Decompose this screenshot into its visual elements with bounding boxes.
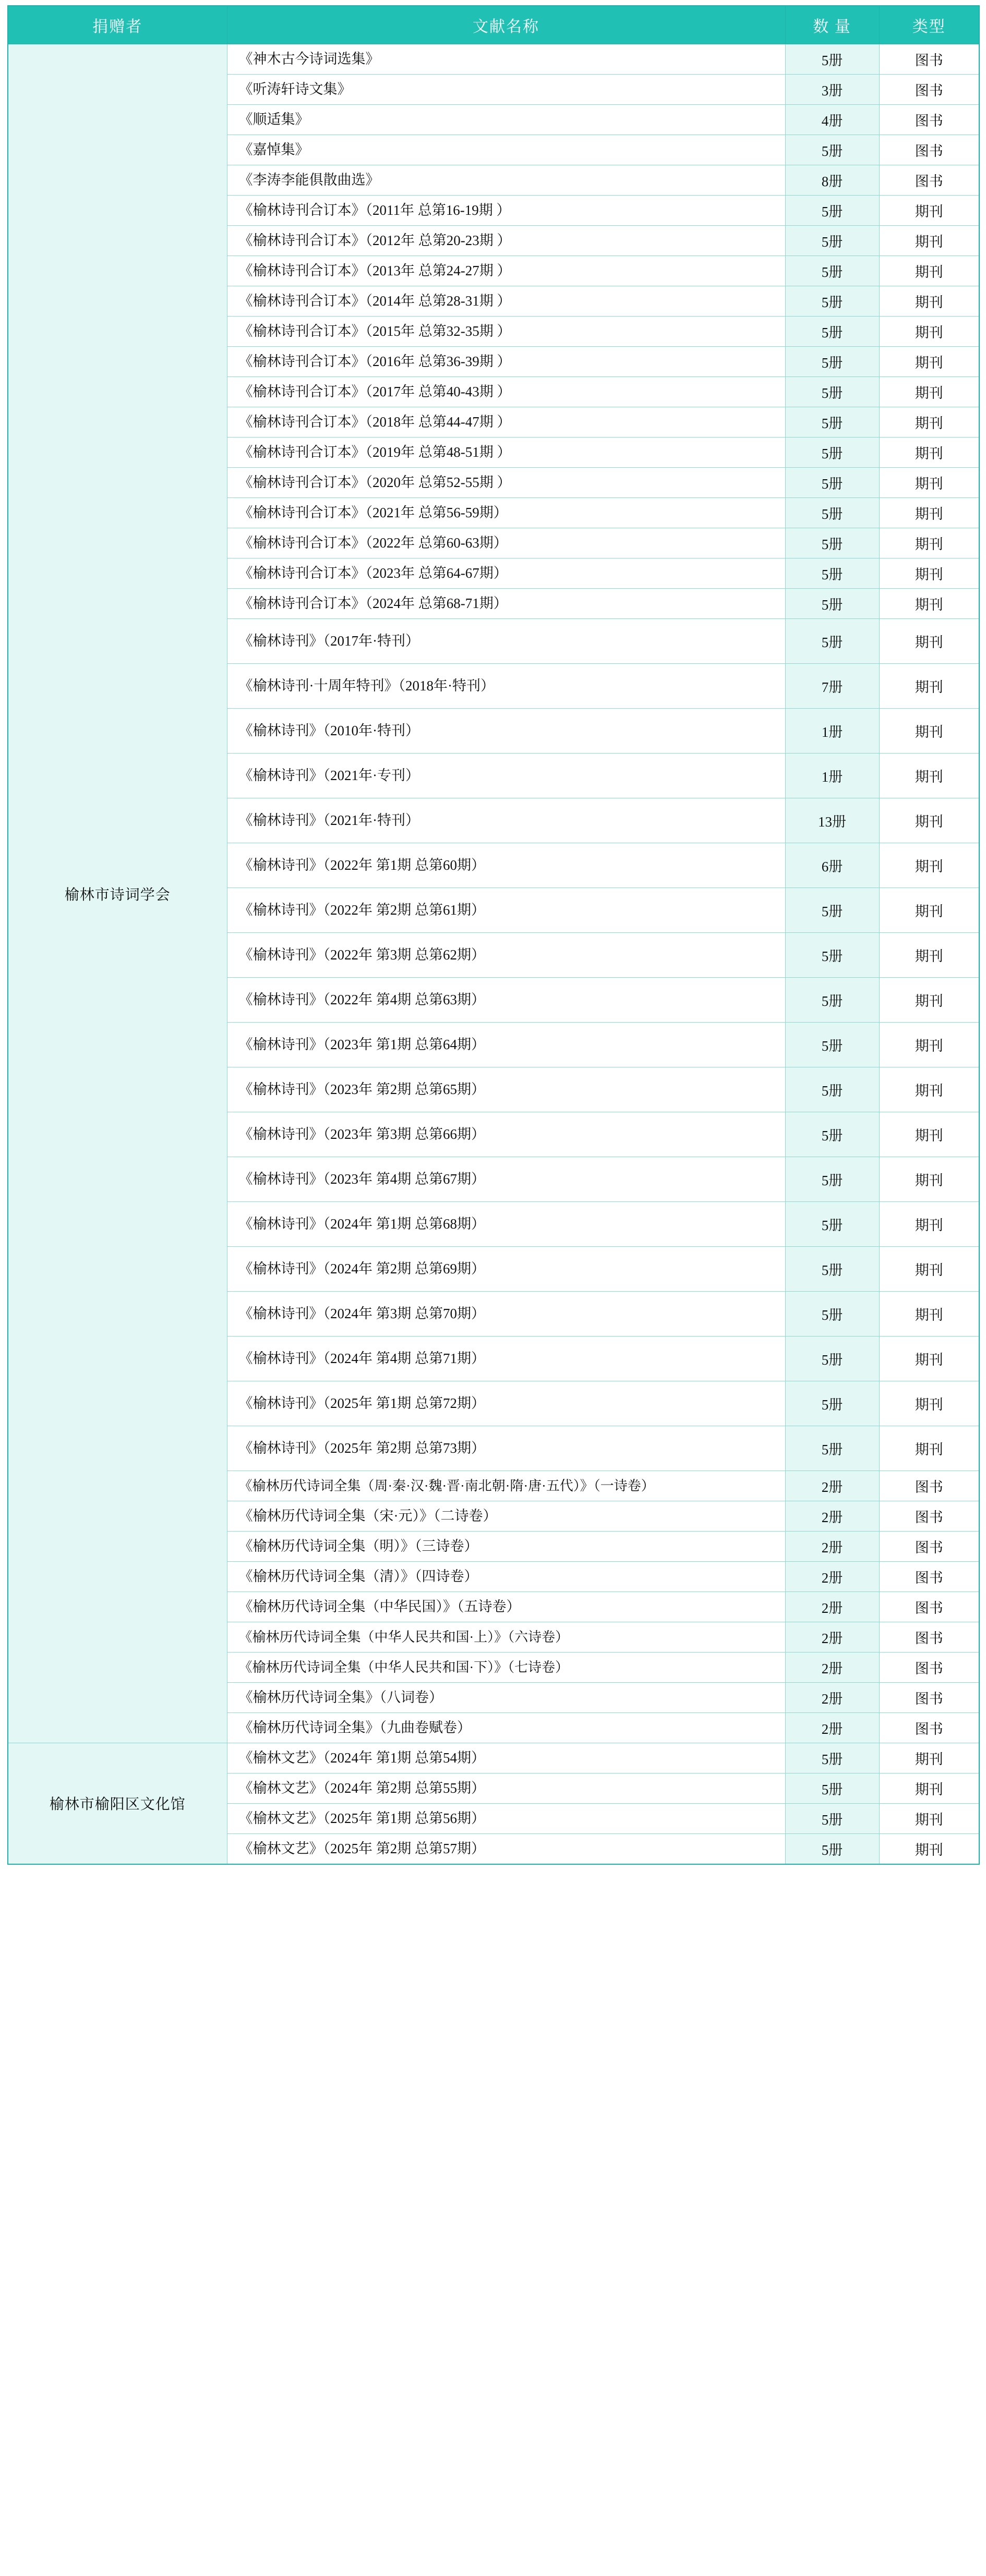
quantity-cell: 5册 [785, 1336, 879, 1381]
document-title-cell: 《嘉悼集》 [227, 135, 785, 165]
donation-table [7, 5, 980, 1865]
type-cell: 图书 [879, 1501, 979, 1532]
header-row [8, 6, 979, 44]
document-title-cell: 《李涛李能俱散曲选》 [227, 165, 785, 196]
document-title-cell: 《榆林文艺》（2025年 第2期 总第57期） [227, 1834, 785, 1864]
type-cell: 图书 [879, 1652, 979, 1683]
quantity-cell: 5册 [785, 589, 879, 619]
type-cell: 期刊 [879, 754, 979, 798]
table-row [8, 1743, 979, 1773]
document-title-cell: 《榆林诗刊》（2021年·专刊） [227, 754, 785, 798]
type-cell: 期刊 [879, 498, 979, 528]
quantity-cell: 5册 [785, 1804, 879, 1834]
quantity-cell: 5册 [785, 317, 879, 347]
document-title-cell: 《榆林诗刊合订本》（2011年 总第16-19期 ） [227, 196, 785, 226]
type-cell: 期刊 [879, 664, 979, 709]
quantity-cell: 2册 [785, 1471, 879, 1501]
quantity-cell: 2册 [785, 1562, 879, 1592]
quantity-cell: 5册 [785, 1292, 879, 1336]
header-title: 文献名称 [227, 6, 785, 44]
document-title-cell: 《榆林诗刊合订本》（2016年 总第36-39期 ） [227, 347, 785, 377]
type-cell: 期刊 [879, 589, 979, 619]
type-cell: 期刊 [879, 317, 979, 347]
header-type: 类型 [879, 6, 979, 44]
document-title-cell: 《榆林诗刊》（2023年 第3期 总第66期） [227, 1112, 785, 1157]
type-cell: 期刊 [879, 1773, 979, 1804]
type-cell: 图书 [879, 135, 979, 165]
quantity-cell: 5册 [785, 1202, 879, 1247]
document-title-cell: 《榆林诗刊》（2017年·特刊） [227, 619, 785, 664]
quantity-cell: 5册 [785, 1067, 879, 1112]
quantity-cell: 5册 [785, 407, 879, 438]
document-title-cell: 《听涛轩诗文集》 [227, 75, 785, 105]
quantity-cell: 5册 [785, 196, 879, 226]
type-cell: 图书 [879, 1713, 979, 1743]
type-cell: 期刊 [879, 1834, 979, 1864]
quantity-cell: 5册 [785, 438, 879, 468]
document-title-cell: 《榆林诗刊合订本》（2023年 总第64-67期） [227, 558, 785, 589]
document-title-cell: 《榆林历代诗词全集》（八词卷） [227, 1683, 785, 1713]
quantity-cell: 5册 [785, 1157, 879, 1202]
document-title-cell: 《榆林历代诗词全集（宋·元）》（二诗卷） [227, 1501, 785, 1532]
type-cell: 图书 [879, 1471, 979, 1501]
quantity-cell: 5册 [785, 1023, 879, 1067]
document-title-cell: 《榆林诗刊合订本》（2019年 总第48-51期 ） [227, 438, 785, 468]
quantity-cell: 5册 [785, 933, 879, 978]
quantity-cell: 5册 [785, 888, 879, 933]
type-cell: 图书 [879, 1622, 979, 1652]
type-cell: 期刊 [879, 843, 979, 888]
type-cell: 期刊 [879, 1426, 979, 1471]
document-title-cell: 《榆林诗刊》（2021年·特刊） [227, 798, 785, 843]
type-cell: 期刊 [879, 1743, 979, 1773]
document-title-cell: 《榆林历代诗词全集（清）》（四诗卷） [227, 1562, 785, 1592]
type-cell: 期刊 [879, 1381, 979, 1426]
document-title-cell: 《榆林诗刊合订本》（2017年 总第40-43期 ） [227, 377, 785, 407]
document-title-cell: 《榆林诗刊》（2025年 第2期 总第73期） [227, 1426, 785, 1471]
type-cell: 期刊 [879, 1247, 979, 1292]
document-title-cell: 《神木古今诗词选集》 [227, 44, 785, 75]
type-cell: 期刊 [879, 558, 979, 589]
type-cell: 期刊 [879, 407, 979, 438]
quantity-cell: 2册 [785, 1622, 879, 1652]
type-cell: 期刊 [879, 377, 979, 407]
document-title-cell: 《榆林诗刊》（2024年 第3期 总第70期） [227, 1292, 785, 1336]
document-title-cell: 《榆林诗刊》（2010年·特刊） [227, 709, 785, 754]
document-title-cell: 《榆林诗刊》（2023年 第4期 总第67期） [227, 1157, 785, 1202]
quantity-cell: 2册 [785, 1652, 879, 1683]
document-title-cell: 《榆林诗刊合订本》（2024年 总第68-71期） [227, 589, 785, 619]
document-title-cell: 《榆林诗刊》（2024年 第1期 总第68期） [227, 1202, 785, 1247]
document-title-cell: 《榆林历代诗词全集（中华人民共和国·下）》（七诗卷） [227, 1652, 785, 1683]
quantity-cell: 5册 [785, 1743, 879, 1773]
quantity-cell: 5册 [785, 1247, 879, 1292]
quantity-cell: 5册 [785, 256, 879, 286]
type-cell: 图书 [879, 1532, 979, 1562]
document-title-cell: 《榆林文艺》（2024年 第1期 总第54期） [227, 1743, 785, 1773]
type-cell: 期刊 [879, 619, 979, 664]
table-row [8, 44, 979, 75]
type-cell: 期刊 [879, 1023, 979, 1067]
type-cell: 期刊 [879, 256, 979, 286]
document-title-cell: 《榆林文艺》（2025年 第1期 总第56期） [227, 1804, 785, 1834]
document-title-cell: 《榆林历代诗词全集（明）》（三诗卷） [227, 1532, 785, 1562]
quantity-cell: 8册 [785, 165, 879, 196]
document-title-cell: 《榆林诗刊》（2023年 第1期 总第64期） [227, 1023, 785, 1067]
type-cell: 图书 [879, 1592, 979, 1622]
type-cell: 图书 [879, 1683, 979, 1713]
document-title-cell: 《榆林历代诗词全集》（九曲卷赋卷） [227, 1713, 785, 1743]
document-title-cell: 《榆林诗刊》（2022年 第4期 总第63期） [227, 978, 785, 1023]
document-title-cell: 《榆林历代诗词全集（中华民国）》（五诗卷） [227, 1592, 785, 1622]
document-title-cell: 《榆林诗刊·十周年特刊》（2018年·特刊） [227, 664, 785, 709]
document-title-cell: 《榆林诗刊》（2024年 第4期 总第71期） [227, 1336, 785, 1381]
type-cell: 期刊 [879, 468, 979, 498]
quantity-cell: 5册 [785, 226, 879, 256]
type-cell: 期刊 [879, 1292, 979, 1336]
document-title-cell: 《榆林诗刊》（2024年 第2期 总第69期） [227, 1247, 785, 1292]
type-cell: 期刊 [879, 1202, 979, 1247]
type-cell: 期刊 [879, 1336, 979, 1381]
type-cell: 图书 [879, 165, 979, 196]
type-cell: 期刊 [879, 709, 979, 754]
quantity-cell: 5册 [785, 347, 879, 377]
quantity-cell: 5册 [785, 619, 879, 664]
type-cell: 期刊 [879, 226, 979, 256]
document-title-cell: 《榆林诗刊合订本》（2022年 总第60-63期） [227, 528, 785, 558]
document-title-cell: 《榆林历代诗词全集（周·秦·汉·魏·晋·南北朝·隋·唐·五代）》（一诗卷） [227, 1471, 785, 1501]
quantity-cell: 7册 [785, 664, 879, 709]
quantity-cell: 2册 [785, 1592, 879, 1622]
header-donor: 捐赠者 [8, 6, 227, 44]
document-title-cell: 《榆林诗刊合订本》（2018年 总第44-47期 ） [227, 407, 785, 438]
quantity-cell: 5册 [785, 498, 879, 528]
document-title-cell: 《榆林诗刊合订本》（2020年 总第52-55期 ） [227, 468, 785, 498]
quantity-cell: 5册 [785, 135, 879, 165]
quantity-cell: 6册 [785, 843, 879, 888]
document-title-cell: 《榆林诗刊合订本》（2014年 总第28-31期 ） [227, 286, 785, 317]
quantity-cell: 3册 [785, 75, 879, 105]
type-cell: 期刊 [879, 196, 979, 226]
quantity-cell: 5册 [785, 286, 879, 317]
type-cell: 期刊 [879, 1067, 979, 1112]
quantity-cell: 5册 [785, 1381, 879, 1426]
document-title-cell: 《榆林诗刊》（2025年 第1期 总第72期） [227, 1381, 785, 1426]
quantity-cell: 5册 [785, 377, 879, 407]
type-cell: 期刊 [879, 798, 979, 843]
document-title-cell: 《榆林文艺》（2024年 第2期 总第55期） [227, 1773, 785, 1804]
quantity-cell: 5册 [785, 558, 879, 589]
document-title-cell: 《榆林诗刊合订本》（2013年 总第24-27期 ） [227, 256, 785, 286]
type-cell: 期刊 [879, 286, 979, 317]
document-title-cell: 《榆林诗刊合订本》（2015年 总第32-35期 ） [227, 317, 785, 347]
quantity-cell: 5册 [785, 528, 879, 558]
quantity-cell: 2册 [785, 1713, 879, 1743]
quantity-cell: 4册 [785, 105, 879, 135]
document-title-cell: 《榆林诗刊》（2022年 第1期 总第60期） [227, 843, 785, 888]
header-quantity: 数 量 [785, 6, 879, 44]
document-title-cell: 《榆林诗刊合订本》（2012年 总第20-23期 ） [227, 226, 785, 256]
type-cell: 期刊 [879, 347, 979, 377]
type-cell: 期刊 [879, 933, 979, 978]
quantity-cell: 5册 [785, 1426, 879, 1471]
type-cell: 期刊 [879, 438, 979, 468]
donor-cell: 榆林市榆阳区文化馆 [8, 1743, 227, 1864]
quantity-cell: 5册 [785, 468, 879, 498]
type-cell: 图书 [879, 75, 979, 105]
quantity-cell: 1册 [785, 709, 879, 754]
quantity-cell: 2册 [785, 1683, 879, 1713]
type-cell: 期刊 [879, 888, 979, 933]
quantity-cell: 5册 [785, 44, 879, 75]
type-cell: 期刊 [879, 1804, 979, 1834]
type-cell: 期刊 [879, 1157, 979, 1202]
document-title-cell: 《榆林诗刊合订本》（2021年 总第56-59期） [227, 498, 785, 528]
table-header [8, 6, 979, 44]
type-cell: 期刊 [879, 978, 979, 1023]
type-cell: 期刊 [879, 1112, 979, 1157]
quantity-cell: 5册 [785, 978, 879, 1023]
quantity-cell: 5册 [785, 1773, 879, 1804]
table-body [8, 44, 979, 1864]
quantity-cell: 1册 [785, 754, 879, 798]
quantity-cell: 13册 [785, 798, 879, 843]
document-title-cell: 《榆林诗刊》（2022年 第2期 总第61期） [227, 888, 785, 933]
type-cell: 图书 [879, 1562, 979, 1592]
document-title-cell: 《榆林历代诗词全集（中华人民共和国·上）》（六诗卷） [227, 1622, 785, 1652]
type-cell: 图书 [879, 44, 979, 75]
quantity-cell: 5册 [785, 1834, 879, 1864]
document-title-cell: 《顺适集》 [227, 105, 785, 135]
type-cell: 期刊 [879, 528, 979, 558]
donor-cell: 榆林市诗词学会 [8, 44, 227, 1743]
type-cell: 图书 [879, 105, 979, 135]
quantity-cell: 2册 [785, 1501, 879, 1532]
document-title-cell: 《榆林诗刊》（2022年 第3期 总第62期） [227, 933, 785, 978]
quantity-cell: 2册 [785, 1532, 879, 1562]
quantity-cell: 5册 [785, 1112, 879, 1157]
document-title-cell: 《榆林诗刊》（2023年 第2期 总第65期） [227, 1067, 785, 1112]
